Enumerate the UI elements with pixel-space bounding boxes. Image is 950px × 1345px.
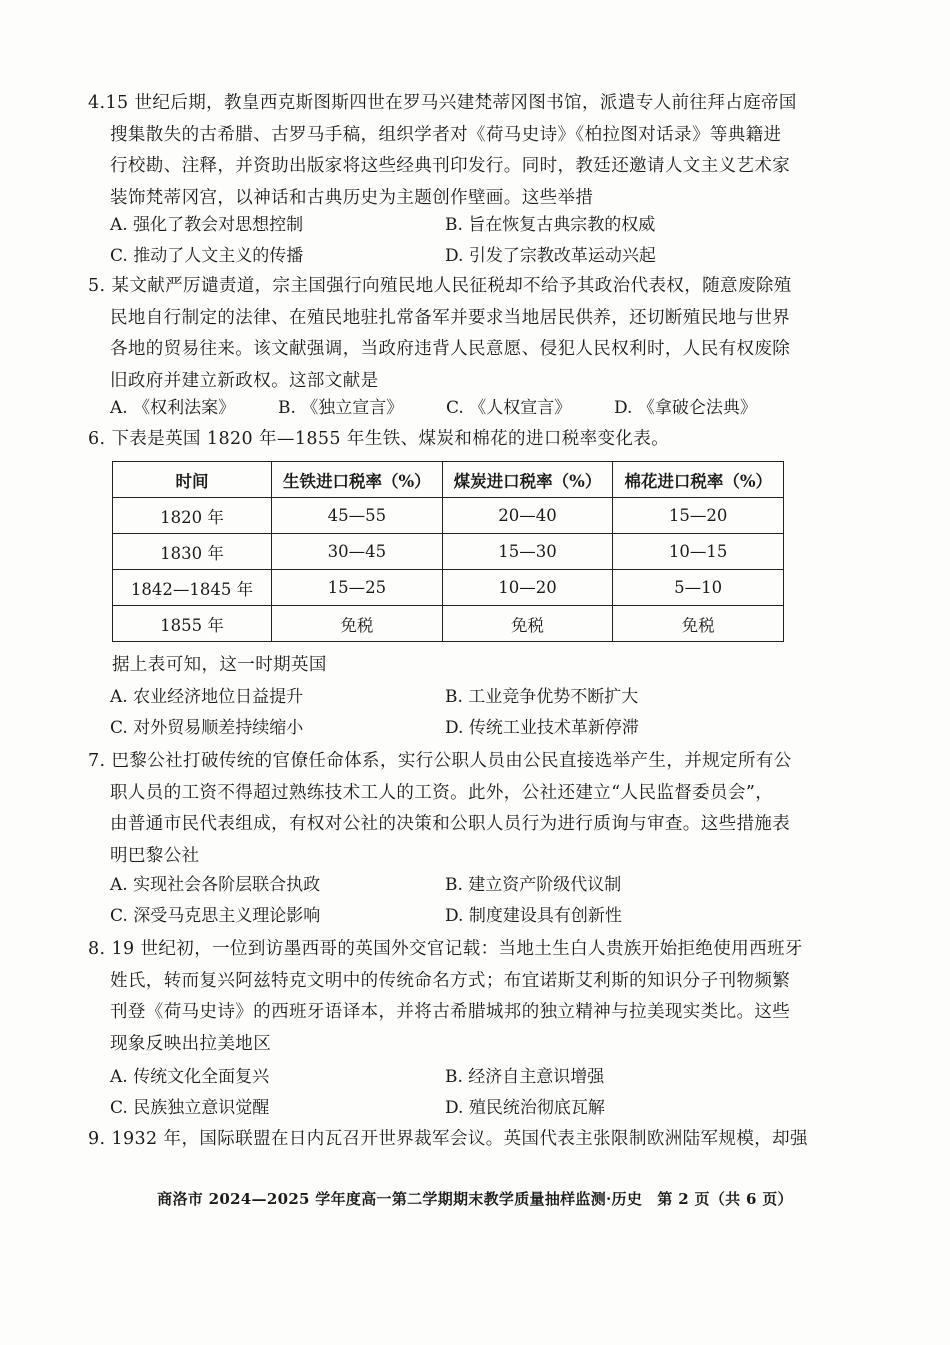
- q4-option-d[interactable]: D. 引发了宗教改革运动兴起: [445, 246, 656, 266]
- table-cell: 10—20: [442, 570, 613, 606]
- q5-option-d[interactable]: D. 《拿破仑法典》: [614, 398, 757, 418]
- question-8: [88, 934, 833, 1060]
- q4-line-2: 搜集散失的古希腊、古罗马手稿，组织学者对《荷马史诗》《柏拉图对话录》等典籍进: [110, 124, 782, 145]
- q4-option-b[interactable]: B. 旨在恢复古典宗教的权威: [445, 215, 656, 235]
- q4-option-a[interactable]: A. 强化了教会对思想控制: [110, 215, 304, 235]
- question-6: [88, 424, 833, 456]
- q7-line-2: 职人员的工资不得超过熟练技术工人的工资。此外，公社还建立“人民监督委员会”，: [110, 782, 774, 803]
- q5-options: [110, 393, 830, 424]
- q9-line-1: 9. 1932 年，国际联盟在日内瓦召开世界裁军会议。英国代表主张限制欧洲陆军规模，却强: [88, 1129, 808, 1149]
- table-header-cell: 生铁进口税率（%）: [272, 462, 443, 498]
- table-header-cell: 时间: [113, 462, 272, 498]
- table-row: [113, 570, 784, 606]
- table-cell: 15—25: [272, 570, 443, 606]
- q5-line-4: 旧政府并建立新政权。这部文献是: [110, 370, 379, 391]
- q8-options: [110, 1062, 830, 1124]
- q7-options: [110, 870, 830, 932]
- q7-line-1: 7. 巴黎公社打破传统的官僚任命体系，实行公职人员由公民直接选举产生，并规定所有公: [88, 751, 792, 771]
- table-cell: 1830 年: [113, 534, 272, 570]
- q5-line-2: 民地自行制定的法律、在殖民地驻扎常备军并要求当地居民供养，还切断殖民地与世界: [110, 307, 791, 328]
- table-cell: 5—10: [613, 570, 784, 606]
- q4-line-4: 装饰梵蒂冈宫，以神话和古典历史为主题创作壁画。这些举措: [110, 187, 594, 208]
- table-cell: 免税: [272, 606, 443, 642]
- q5-line-3: 各地的贸易往来。该文献强调，当政府违背人民意愿、侵犯人民权利时，人民有权废除: [110, 339, 791, 359]
- table-cell: 15—20: [613, 498, 784, 534]
- table-header-cell: 煤炭进口税率（%）: [442, 462, 613, 498]
- table-cell: 1855 年: [113, 606, 272, 642]
- table-header-cell: 棉花进口税率（%）: [613, 462, 784, 498]
- q8-line-3: 刊登《荷马史诗》的西班牙语译本，并将古希腊城邦的独立精神与拉美现实类比。这些: [110, 1002, 791, 1022]
- question-9: [88, 1124, 833, 1156]
- q8-line-4: 现象反映出拉美地区: [110, 1033, 272, 1054]
- q8-line-1: 8. 19 世纪初，一位到访墨西哥的英国外交官记载：当地土生白人贵族开始拒绝使用西班牙: [88, 939, 803, 959]
- q5-option-c[interactable]: C. 《人权宣言》: [446, 398, 572, 418]
- q6-after: [112, 650, 857, 682]
- q6-option-c[interactable]: C. 对外贸易顺差持续缩小: [110, 718, 304, 738]
- tax-rate-table: [112, 461, 784, 642]
- table-cell: 10—15: [613, 534, 784, 570]
- table-row: [113, 606, 784, 642]
- q6-after-text: 据上表可知，这一时期英国: [112, 655, 327, 675]
- page-footer: 商洛市 2024—2025 学年度高一第二学期期末教学质量抽样监测·历史 第 2 页（共 6 页）: [157, 1190, 793, 1208]
- q7-option-b[interactable]: B. 建立资产阶级代议制: [445, 875, 622, 895]
- question-7: [88, 746, 833, 872]
- table-row: [113, 534, 784, 570]
- q7-line-3: 由普通市民代表组成，有权对公社的决策和公职人员行为进行质询与审查。这些措施表: [110, 814, 791, 834]
- table-cell: 1820 年: [113, 498, 272, 534]
- q7-option-a[interactable]: A. 实现社会各阶层联合执政: [110, 875, 321, 895]
- q5-option-a[interactable]: A. 《权利法案》: [110, 398, 236, 418]
- q6-option-a[interactable]: A. 农业经济地位日益提升: [110, 687, 304, 707]
- q5-line-1: 5. 某文献严厉谴责道，宗主国强行向殖民地人民征税却不给予其政治代表权，随意废除殖: [88, 276, 792, 296]
- table-cell: 20—40: [442, 498, 613, 534]
- q8-option-a[interactable]: A. 传统文化全面复兴: [110, 1067, 270, 1087]
- table-cell: 45—55: [272, 498, 443, 534]
- table-cell: 30—45: [272, 534, 443, 570]
- q4-line-3: 行校勘、注释，并资助出版家将这些经典刊印发行。同时，教廷还邀请人文主义艺术家: [110, 156, 791, 176]
- q6-stem: 6. 下表是英国 1820 年—1855 年生铁、煤炭和棉花的进口税率变化表。: [88, 429, 670, 449]
- question-4: [88, 88, 833, 214]
- question-5: [88, 271, 833, 397]
- q6-option-b[interactable]: B. 工业竞争优势不断扩大: [445, 687, 639, 707]
- table-cell: 免税: [442, 606, 613, 642]
- q4-options: [110, 210, 830, 272]
- table-row: [113, 498, 784, 534]
- q8-option-d[interactable]: D. 殖民统治彻底瓦解: [445, 1098, 605, 1118]
- table-header-row: [113, 462, 784, 498]
- table-cell: 15—30: [442, 534, 613, 570]
- q8-option-b[interactable]: B. 经济自主意识增强: [445, 1067, 605, 1087]
- q6-option-d[interactable]: D. 传统工业技术革新停滞: [445, 718, 639, 738]
- q6-options: [110, 682, 830, 744]
- q5-option-b[interactable]: B. 《独立宣言》: [278, 398, 404, 418]
- q7-option-d[interactable]: D. 制度建设具有创新性: [445, 906, 622, 926]
- q7-line-4: 明巴黎公社: [110, 845, 200, 866]
- q8-line-2: 姓氏，转而复兴阿兹特克文明中的传统命名方式；布宜诺斯艾利斯的知识分子刊物频繁: [110, 970, 791, 991]
- table-cell: 1842—1845 年: [113, 570, 272, 606]
- q7-option-c[interactable]: C. 深受马克思主义理论影响: [110, 906, 321, 926]
- q4-line-1: 4.15 世纪后期，教皇西克斯图斯四世在罗马兴建梵蒂冈图书馆，派遣专人前往拜占庭帝国: [88, 93, 797, 113]
- q8-option-c[interactable]: C. 民族独立意识觉醒: [110, 1098, 270, 1118]
- q4-option-c[interactable]: C. 推动了人文主义的传播: [110, 246, 304, 266]
- table-cell: 免税: [613, 606, 784, 642]
